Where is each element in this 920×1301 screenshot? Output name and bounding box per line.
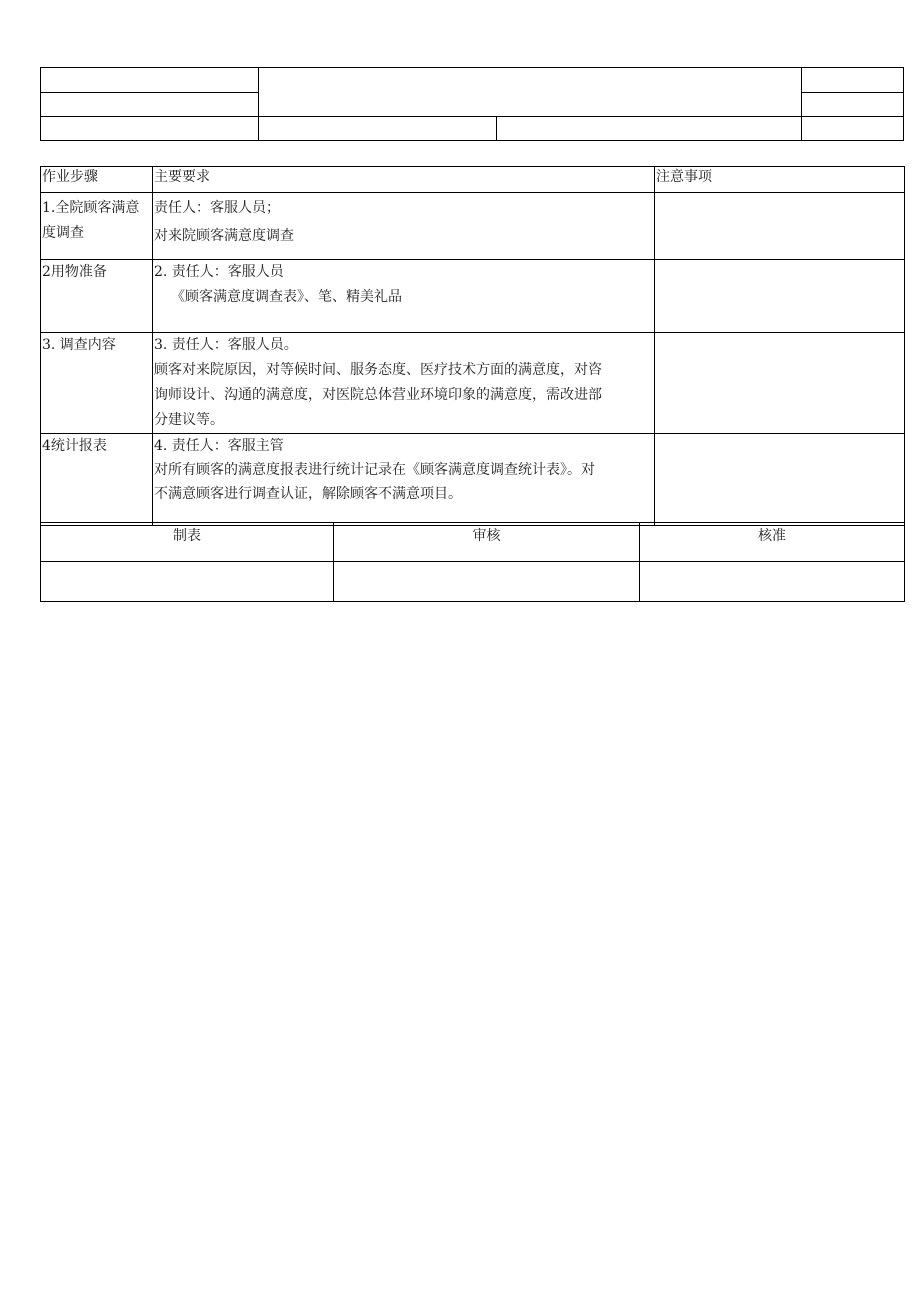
requirement-text: 不满意顾客进行调查认证，解除顾客不满意项目。 [154, 486, 462, 502]
requirement-cell [153, 193, 655, 260]
step-cell [41, 434, 153, 526]
header-divider [41, 116, 904, 117]
requirement-text: 顾客对来院原因，对等候时间、服务态度、医疗技术方面的满意度，对咨 [154, 362, 602, 378]
step-cell [41, 260, 153, 333]
step-text: 3. 调查内容 [42, 337, 116, 353]
document-header-grid [40, 67, 904, 141]
note-cell [655, 193, 905, 260]
requirement-text: 3. 责任人：客服人员。 [154, 337, 298, 353]
table-row [41, 333, 905, 434]
signoff-label-row [41, 523, 905, 562]
note-cell [655, 434, 905, 526]
requirement-cell [153, 333, 655, 434]
signoff-signature-row [41, 562, 905, 602]
table-row [41, 193, 905, 260]
step-text: 1.全院顾客满意 [42, 200, 140, 216]
header-note: 注意事项 [655, 167, 905, 193]
step-cell [41, 333, 153, 434]
requirement-text: 责任人：客服人员； [154, 200, 280, 216]
note-cell [655, 260, 905, 333]
step-text: 2用物准备 [42, 264, 107, 280]
header-requirement: 主要要求 [153, 167, 655, 193]
header-divider [41, 92, 258, 93]
header-divider [801, 68, 802, 141]
requirement-text: 询师设计、沟通的满意度，对医院总体营业环境印象的满意度，需改进部 [154, 387, 602, 403]
requirement-cell [153, 260, 655, 333]
reviewed-by-signature [334, 562, 640, 602]
approved-by-signature [640, 562, 905, 602]
header-step: 作业步骤 [41, 167, 153, 193]
header-divider [258, 68, 259, 141]
note-cell [655, 333, 905, 434]
table-row [41, 260, 905, 333]
approved-by-label: 核准 [640, 523, 905, 562]
requirement-text: 对来院顾客满意度调查 [154, 228, 294, 244]
prepared-by-signature [41, 562, 334, 602]
table-header-row [41, 167, 905, 193]
table-row [41, 434, 905, 526]
step-text: 度调查 [42, 225, 84, 241]
signoff-table [40, 522, 905, 602]
header-divider [801, 92, 904, 93]
reviewed-by-label: 审核 [334, 523, 640, 562]
requirement-text: 《顾客满意度调查表》、笔、精美礼品 [171, 289, 402, 305]
prepared-by-label: 制表 [41, 523, 334, 562]
step-text: 4统计报表 [42, 438, 107, 454]
requirement-text: 分建议等。 [154, 412, 224, 428]
requirement-text: 4. 责任人：客服主管 [154, 438, 284, 454]
requirement-text: 2. 责任人：客服人员 [154, 264, 284, 280]
procedure-table [40, 166, 905, 526]
requirement-cell [153, 434, 655, 526]
step-cell [41, 193, 153, 260]
requirement-text: 对所有顾客的满意度报表进行统计记录在《顾客满意度调查统计表》。对 [154, 462, 595, 478]
header-divider [496, 116, 497, 141]
